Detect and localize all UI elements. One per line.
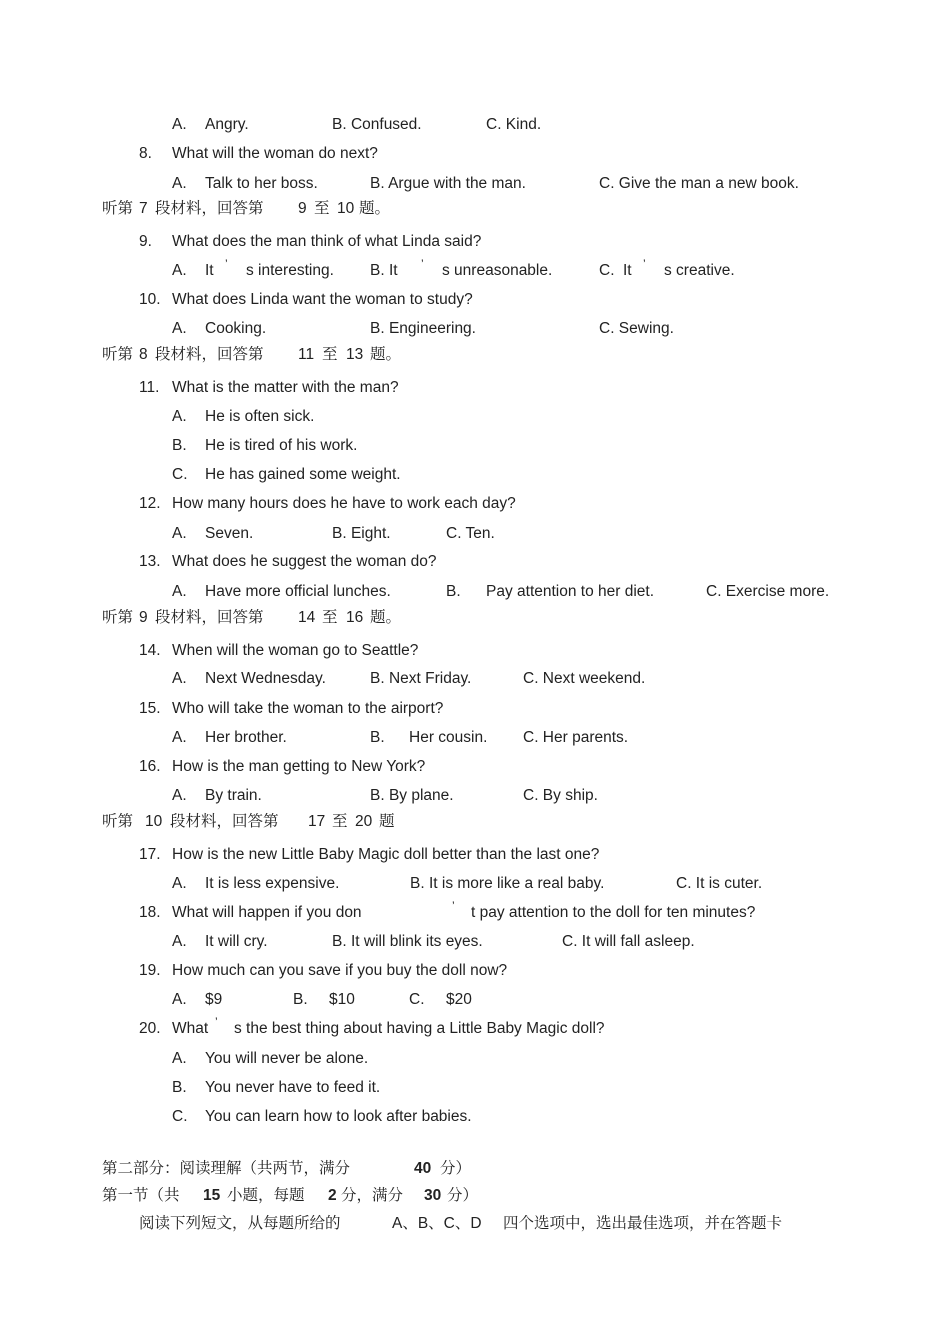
option-b: B. Eight. <box>332 525 391 542</box>
option-a: Seven. <box>205 525 254 542</box>
section-total: 30 <box>424 1187 442 1204</box>
option-a-label: A. <box>172 525 187 542</box>
option-b: Her cousin. <box>409 729 488 746</box>
question-text: How many hours does he have to work each day? <box>172 495 516 512</box>
option-a-label: A. <box>172 175 187 192</box>
question-number: 10. <box>139 291 161 308</box>
question-text: What does the man think of what Linda said? <box>172 233 482 250</box>
question-number: 17. <box>139 846 161 863</box>
question-number: 13. <box>139 553 161 570</box>
option-b-label: B. <box>172 1079 187 1096</box>
question-text: How is the man getting to New York? <box>172 758 426 775</box>
apostrophe: ’ <box>421 257 424 271</box>
option-b-label: B. <box>293 991 308 1008</box>
option-b: B. By plane. <box>370 787 454 804</box>
question-number: 19. <box>139 962 161 979</box>
q7-option-b: B. Confused. <box>332 116 422 133</box>
option-a-label: A. <box>172 933 187 950</box>
option-b: B. It is more like a real baby. <box>410 875 605 892</box>
option-a: Talk to her boss. <box>205 175 318 192</box>
option-c: C. Ten. <box>446 525 495 542</box>
option-a-label: A. <box>172 991 187 1008</box>
question-number: 12. <box>139 495 161 512</box>
question-text: What will happen if you don <box>172 904 362 921</box>
option-a: Next Wednesday. <box>205 670 326 687</box>
option-a: By train. <box>205 787 262 804</box>
question-text: What will the woman do next? <box>172 145 378 162</box>
question-number: 15. <box>139 700 161 717</box>
question-number: 9. <box>139 233 152 250</box>
question-number: 14. <box>139 642 161 659</box>
option-c-label: C. <box>172 466 188 483</box>
option-a: Cooking. <box>205 320 267 337</box>
option-a: He is often sick. <box>205 408 315 425</box>
option-c-label: C. <box>409 991 425 1008</box>
question-text: What is the matter with the man? <box>172 379 399 396</box>
q7-option-c: C. Kind. <box>486 116 542 133</box>
option-b: B. Engineering. <box>370 320 476 337</box>
option-c: C. It is cuter. <box>676 875 763 892</box>
option-c: C. Sewing. <box>599 320 674 337</box>
option-c: C. It will fall asleep. <box>562 933 695 950</box>
question-text: When will the woman go to Seattle? <box>172 642 419 659</box>
option-b: B. Argue with the man. <box>370 175 526 192</box>
question-text: What does he suggest the woman do? <box>172 553 437 570</box>
apostrophe: ’ <box>225 257 228 271</box>
question-number: 18. <box>139 904 161 921</box>
option-b: You never have to feed it. <box>205 1079 381 1096</box>
option-b-label: B. <box>172 437 187 454</box>
option-a: Her brother. <box>205 729 287 746</box>
question-number: 16. <box>139 758 161 775</box>
question-text: How much can you save if you buy the doll now? <box>172 962 508 979</box>
option-c: $20 <box>446 991 472 1008</box>
option-a-label: A. <box>172 262 187 279</box>
option-a-label: A. <box>172 408 187 425</box>
question-number: 8. <box>139 145 152 162</box>
total-score: 40 <box>414 1160 432 1177</box>
question-text: What does Linda want the woman to study? <box>172 291 473 308</box>
question-count: 15 <box>203 1187 221 1204</box>
option-a-label: A. <box>172 1050 187 1067</box>
option-a: You will never be alone. <box>205 1050 369 1067</box>
option-b-label: B. <box>446 583 461 600</box>
apostrophe: ’ <box>452 899 455 913</box>
option-c: C. Her parents. <box>523 729 629 746</box>
question-text-cont: t pay attention to the doll for ten minutes? <box>471 904 756 921</box>
question-number: 11. <box>139 379 160 396</box>
option-a-label: A. <box>172 670 187 687</box>
option-a: It will cry. <box>205 933 268 950</box>
option-c: C. Exercise more. <box>706 583 830 600</box>
option-c: You can learn how to look after babies. <box>205 1108 472 1125</box>
question-text: What <box>172 1020 209 1037</box>
q7-option-a-label: A. <box>172 116 187 133</box>
option-c: C. Next weekend. <box>523 670 646 687</box>
option-a: It is less expensive. <box>205 875 340 892</box>
option-a-label: A. <box>172 320 187 337</box>
option-a-label: A. <box>172 583 187 600</box>
apostrophe: ’ <box>215 1015 218 1029</box>
option-b: He is tired of his work. <box>205 437 358 454</box>
apostrophe: ’ <box>643 257 646 271</box>
option-a-label: A. <box>172 875 187 892</box>
option-b: Pay attention to her diet. <box>486 583 655 600</box>
q7-option-a: Angry. <box>205 116 249 133</box>
option-a-label: A. <box>172 729 187 746</box>
question-text-cont: s the best thing about having a Little Baby Magic doll? <box>234 1020 605 1037</box>
option-a: $9 <box>205 991 223 1008</box>
option-c: C. By ship. <box>523 787 598 804</box>
points-each: 2 <box>328 1187 337 1204</box>
option-a-label: A. <box>172 787 187 804</box>
option-c: C. Give the man a new book. <box>599 175 799 192</box>
option-c: He has gained some weight. <box>205 466 401 483</box>
option-b: B. Next Friday. <box>370 670 472 687</box>
option-b-label: B. <box>370 729 385 746</box>
option-a: Have more official lunches. <box>205 583 391 600</box>
option-b: B. It will blink its eyes. <box>332 933 483 950</box>
option-b: $10 <box>329 991 355 1008</box>
question-number: 20. <box>139 1020 161 1037</box>
question-text: How is the new Little Baby Magic doll better than the last one? <box>172 846 600 863</box>
option-c-label: C. <box>172 1108 188 1125</box>
question-text: Who will take the woman to the airport? <box>172 700 444 717</box>
